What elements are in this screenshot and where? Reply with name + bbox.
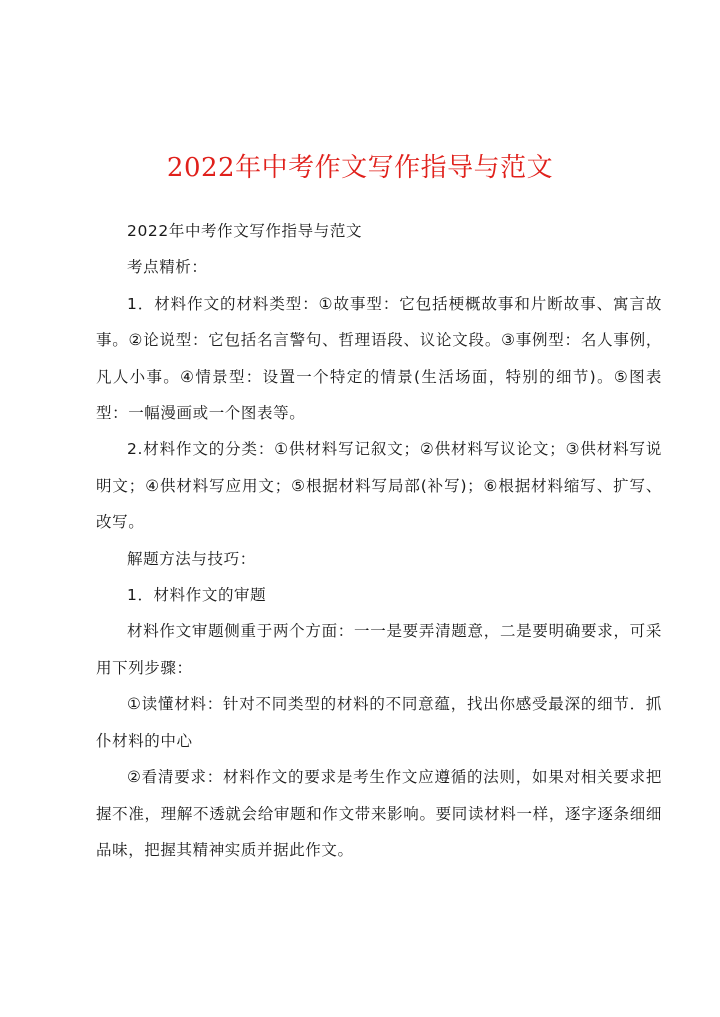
paragraph-step-read-requirements: ②看清要求：材料作文的要求是考生作文应遵循的法则，如果对相关要求把握不准，理解不透就会给审题和作文带来影响。要同读材料一样，逐字逐条细细品味，把握其精神实质并据此作文。 (96, 768, 662, 859)
paragraph-topic-review-heading: 1．材料作文的审题 (127, 586, 267, 605)
paragraph-step-read-material: ①读懂材料：针对不同类型的材料的不同意蕴，找出你感受最深的细节．抓仆材料的中心 (96, 695, 662, 750)
paragraph-topic-review-intro: 材料作文审题侧重于两个方面：一一是要弄清题意，二是要明确要求，可采用下列步骤： (96, 622, 662, 677)
paragraph-material-types: 1．材料作文的材料类型：①故事型：它包括梗概故事和片断故事、寓言故事。②论说型：它包括名言警句、哲理语段、议论文段。③事例型：名人事例，凡人小事。④情景型：设置一个特定的情景(生活场面，特别的细节)。⑤图表型：一幅漫画或一个图表等。 (96, 294, 662, 423)
paragraph-subtitle: 2022年中考作文写作指导与范文 (127, 222, 363, 240)
paragraph-methods-heading: 解题方法与技巧： (127, 549, 256, 568)
paragraph-material-classification: 2.材料作文的分类：①供材料写记叙文；②供材料写议论文；③供材料写说明文；④供材料写应用文；⑤根据材料写局部(补写)；⑥根据材料缩写、扩写、改写。 (96, 440, 662, 532)
paragraph-key-points-heading: 考点精析： (127, 258, 208, 277)
document-title: 2022年中考作文写作指导与范文 (166, 153, 554, 183)
document-body (96, 213, 662, 868)
